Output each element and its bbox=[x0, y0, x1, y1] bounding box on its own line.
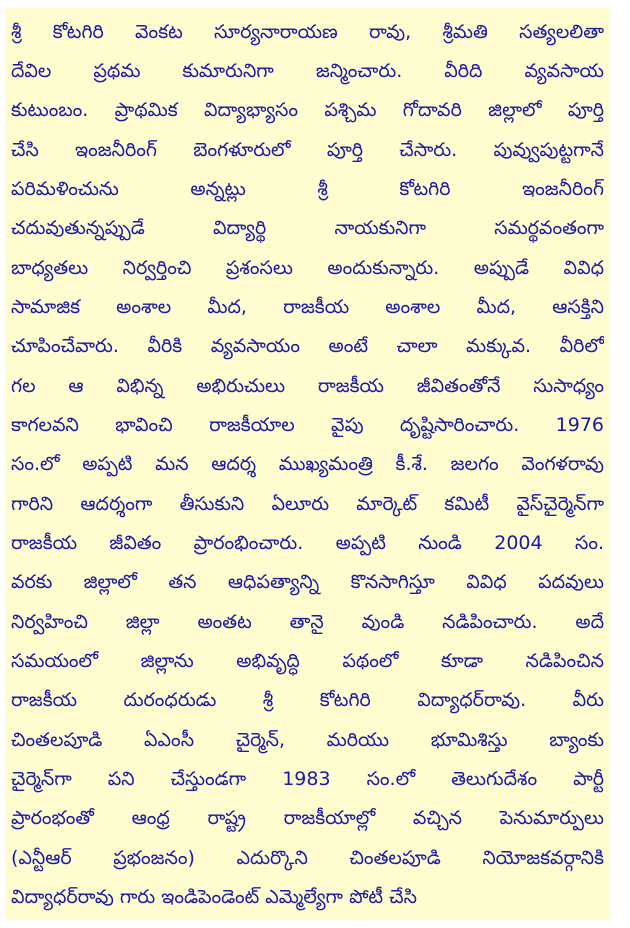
paragraph-line: చూపించేవారు. వీరికి వ్యవసాయం అంటే చాలా మక్కువ. వీరిలో bbox=[11, 335, 604, 357]
paragraph-line: గల ఆ విభిన్న అభిరుచులు రాజకీయ జీవితంతోనే సుసాధ్యం bbox=[11, 375, 604, 397]
paragraph-line: చైర్మెన్‌గా పని చేస్తుండగా 1983 సం.లో తెలుగుదేశం పార్టీ bbox=[11, 768, 604, 790]
paragraph-line: సామాజిక అంశాల మీద, రాజకీయ అంశాల మీద, ఆసక్తిని bbox=[11, 296, 604, 318]
paragraph-line: దేవిల ప్రథమ కుమారునిగా జన్మించారు. వీరిది వ్యవసాయ bbox=[11, 60, 604, 82]
paragraph-line: శ్రీ కోటగిరి వెంకట సూర్యనారాయణ రావు, శ్రీమతి సత్యలలితా bbox=[11, 21, 604, 43]
paragraph-line: రాజకీయ జీవితం ప్రారంభించారు. అప్పటి నుండి 2004 సం. bbox=[11, 532, 604, 554]
paragraph-line: బాధ్యతలు నిర్వర్తించి ప్రశంసలు అందుకున్నారు. అప్పుడే వివిధ bbox=[11, 257, 604, 279]
paragraph-line: సం.లో అప్పటి మన ఆదర్శ ముఖ్యమంత్రి కీ.శే. జలగం వెంగళరావు bbox=[11, 453, 604, 475]
paragraph-line: విద్యాధర్‌రావు గారు ఇండిపెండెంట్ ఎమ్మెల్యేగా పోటీ చేసి bbox=[11, 886, 417, 908]
paragraph-line: పరిమళించును అన్నట్లు శ్రీ కోటగిరి ఇంజనీరింగ్ bbox=[11, 178, 604, 200]
paragraph-line: గారిని ఆదర్శంగా తీసుకుని ఏలూరు మార్కెట్ కమిటీ వైస్‌చైర్మెన్‌గా bbox=[11, 493, 604, 515]
text-panel bbox=[5, 8, 610, 920]
paragraph-line: కుటుంబం. ప్రాథమిక విద్యాభ్యాసం పశ్చిమ గోదావరి జిల్లాలో పూర్తి bbox=[11, 99, 604, 121]
paragraph-line: నిర్వహించి జిల్లా అంతట తానై వుండి నడిపించారు. అదే bbox=[11, 611, 604, 633]
paragraph-line: ప్రారంభంతో ఆంధ్ర రాష్ట్ర రాజకీయాల్లో వచ్చిన పెనుమార్పులు bbox=[11, 807, 604, 829]
paragraph-line: రాజకీయ దురంధరుడు శ్రీ కోటగిరి విద్యాధర్‌రావు. వీరు bbox=[11, 689, 604, 711]
paragraph-line: చదువుతున్నప్పుడే విద్యార్థి నాయకునిగా సమర్థవంతంగా bbox=[11, 217, 604, 239]
paragraph-line: చేసి ఇంజనీరింగ్ బెంగళూరులో పూర్తి చేసారు. పువ్వుపుట్టగానే bbox=[11, 139, 604, 161]
paragraph-line: కాగలవని భావించి రాజకీయాల వైపు దృష్టిసారించారు. 1976 bbox=[11, 414, 604, 436]
paragraph-line: సమయంలో జిల్లాను అభివృద్ధి పథంలో కూడా నడిపించిన bbox=[11, 650, 604, 672]
paragraph-line: (ఎన్టీఆర్ ప్రభంజనం) ఎదుర్కొని చింతలపూడి నియోజకవర్గానికి bbox=[11, 847, 604, 869]
paragraph-line: వరకు జిల్లాలో తన ఆధిపత్యాన్ని కొనసాగిస్తూ వివిధ పదవులు bbox=[11, 571, 604, 593]
paragraph-line: చింతలపూడి ఏఎంసీ చైర్మెన్, మరియు భూమిశిస్తు బ్యాంకు bbox=[11, 729, 604, 751]
